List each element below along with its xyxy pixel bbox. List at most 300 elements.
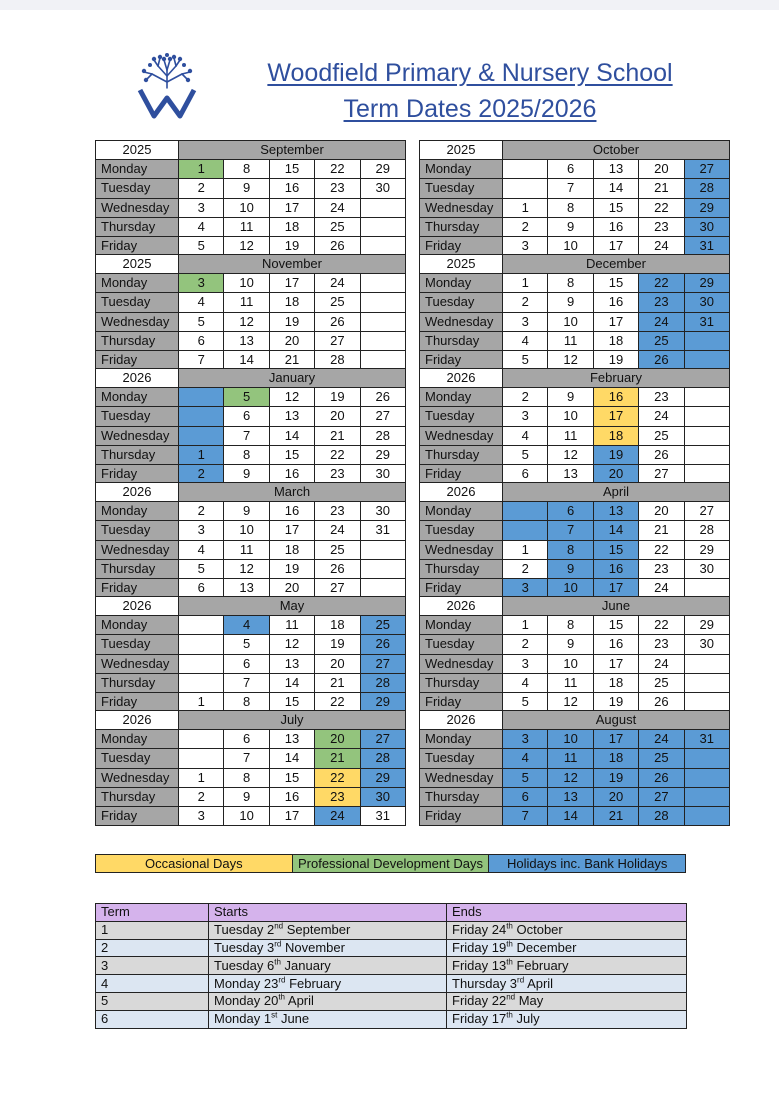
day-cell: 21 <box>593 806 638 825</box>
weekday-label: Thursday <box>96 445 179 464</box>
day-cell: 28 <box>360 673 405 692</box>
day-cell: 6 <box>503 464 548 483</box>
weekday-label: Thursday <box>96 331 179 350</box>
day-cell: 16 <box>593 388 638 407</box>
day-cell: 15 <box>269 768 314 787</box>
day-cell: 23 <box>639 635 684 654</box>
month-february <box>419 368 730 484</box>
weekday-label: Tuesday <box>420 407 503 426</box>
month-august <box>419 710 730 826</box>
weekday-label: Monday <box>420 616 503 635</box>
day-cell: 6 <box>179 578 224 597</box>
term-start: Tuesday 3rd November <box>209 939 447 957</box>
day-cell <box>684 654 729 673</box>
day-cell: 20 <box>639 502 684 521</box>
weekday-label: Thursday <box>420 445 503 464</box>
weekday-label: Wednesday <box>420 540 503 559</box>
day-cell: 21 <box>315 426 360 445</box>
day-cell: 15 <box>269 692 314 711</box>
day-cell: 6 <box>224 654 269 673</box>
term-row <box>96 1010 687 1028</box>
day-cell <box>179 426 224 445</box>
day-cell: 16 <box>269 464 314 483</box>
day-cell: 9 <box>224 179 269 198</box>
day-cell: 11 <box>224 217 269 236</box>
terms-table <box>95 903 687 1029</box>
day-cell: 20 <box>315 407 360 426</box>
day-cell: 30 <box>684 559 729 578</box>
day-cell <box>179 616 224 635</box>
day-cell: 17 <box>593 578 638 597</box>
month-october <box>419 140 730 256</box>
day-cell: 4 <box>503 426 548 445</box>
day-cell: 25 <box>360 616 405 635</box>
day-cell: 18 <box>315 616 360 635</box>
weekday-label: Thursday <box>420 217 503 236</box>
day-cell: 29 <box>684 274 729 293</box>
day-cell: 7 <box>224 749 269 768</box>
weekday-label: Friday <box>420 578 503 597</box>
day-cell: 2 <box>179 787 224 806</box>
day-cell <box>179 673 224 692</box>
legend-professional-days: Professional Development Days <box>292 855 489 873</box>
day-cell: 9 <box>548 635 593 654</box>
day-cell: 5 <box>503 692 548 711</box>
term-start: Tuesday 6th January <box>209 957 447 975</box>
term-end: Thursday 3rd April <box>447 975 687 993</box>
month-april <box>419 482 730 598</box>
day-cell: 7 <box>548 521 593 540</box>
color-legend <box>95 854 686 873</box>
day-cell: 17 <box>593 312 638 331</box>
day-cell: 22 <box>315 768 360 787</box>
day-cell: 12 <box>548 768 593 787</box>
day-cell <box>360 198 405 217</box>
weekday-label: Tuesday <box>420 521 503 540</box>
day-cell: 16 <box>593 559 638 578</box>
day-cell <box>684 692 729 711</box>
day-cell: 30 <box>684 217 729 236</box>
day-cell: 26 <box>360 635 405 654</box>
day-cell: 27 <box>315 331 360 350</box>
day-cell: 28 <box>684 179 729 198</box>
day-cell: 11 <box>548 331 593 350</box>
day-cell: 26 <box>639 768 684 787</box>
weekday-label: Monday <box>420 160 503 179</box>
day-cell: 19 <box>593 350 638 369</box>
term-row <box>96 921 687 939</box>
day-cell: 10 <box>548 236 593 255</box>
month-name: February <box>503 369 730 388</box>
term-number: 6 <box>96 1010 209 1028</box>
day-cell: 2 <box>179 464 224 483</box>
day-cell: 20 <box>639 160 684 179</box>
day-cell: 12 <box>548 445 593 464</box>
term-end: Friday 22nd May <box>447 992 687 1010</box>
month-november <box>95 254 406 370</box>
day-cell: 26 <box>639 692 684 711</box>
day-cell: 9 <box>548 388 593 407</box>
weekday-label: Thursday <box>96 787 179 806</box>
day-cell: 5 <box>224 635 269 654</box>
day-cell <box>179 635 224 654</box>
day-cell: 11 <box>269 616 314 635</box>
day-cell <box>503 179 548 198</box>
term-end: Friday 24th October <box>447 921 687 939</box>
day-cell <box>360 236 405 255</box>
day-cell: 3 <box>179 806 224 825</box>
day-cell <box>684 331 729 350</box>
day-cell: 21 <box>315 749 360 768</box>
day-cell: 2 <box>503 635 548 654</box>
day-cell: 11 <box>548 673 593 692</box>
day-cell <box>684 407 729 426</box>
day-cell: 30 <box>360 464 405 483</box>
month-name: March <box>179 483 406 502</box>
day-cell: 26 <box>315 559 360 578</box>
day-cell <box>684 464 729 483</box>
day-cell: 17 <box>593 654 638 673</box>
weekday-label: Friday <box>96 578 179 597</box>
weekday-label: Wednesday <box>420 768 503 787</box>
month-year: 2026 <box>96 369 179 388</box>
weekday-label: Thursday <box>420 559 503 578</box>
day-cell <box>179 407 224 426</box>
day-cell: 26 <box>639 350 684 369</box>
day-cell: 12 <box>548 692 593 711</box>
day-cell: 2 <box>503 217 548 236</box>
day-cell: 23 <box>639 388 684 407</box>
weekday-label: Tuesday <box>420 293 503 312</box>
term-start: Tuesday 2nd September <box>209 921 447 939</box>
day-cell: 17 <box>593 730 638 749</box>
weekday-label: Thursday <box>96 217 179 236</box>
term-start: Monday 1st June <box>209 1010 447 1028</box>
day-cell <box>360 274 405 293</box>
day-cell: 3 <box>503 654 548 673</box>
day-cell: 22 <box>639 274 684 293</box>
weekday-label: Friday <box>96 806 179 825</box>
day-cell: 16 <box>593 217 638 236</box>
weekday-label: Monday <box>96 160 179 179</box>
day-cell: 4 <box>179 540 224 559</box>
day-cell: 21 <box>639 179 684 198</box>
weekday-label: Tuesday <box>420 635 503 654</box>
term-number: 5 <box>96 992 209 1010</box>
day-cell: 3 <box>179 274 224 293</box>
day-cell: 30 <box>360 787 405 806</box>
term-start: Monday 20th April <box>209 992 447 1010</box>
day-cell: 6 <box>548 502 593 521</box>
term-number: 2 <box>96 939 209 957</box>
day-cell: 26 <box>639 445 684 464</box>
month-year: 2026 <box>420 711 503 730</box>
day-cell: 13 <box>548 787 593 806</box>
day-cell: 27 <box>639 787 684 806</box>
day-cell: 31 <box>684 730 729 749</box>
weekday-label: Tuesday <box>96 749 179 768</box>
day-cell: 22 <box>315 160 360 179</box>
day-cell: 28 <box>315 350 360 369</box>
day-cell <box>360 540 405 559</box>
month-name: June <box>503 597 730 616</box>
day-cell <box>360 578 405 597</box>
day-cell: 14 <box>224 350 269 369</box>
term-end: Friday 17th July <box>447 1010 687 1028</box>
day-cell: 15 <box>593 616 638 635</box>
day-cell: 12 <box>269 635 314 654</box>
term-row <box>96 939 687 957</box>
day-cell: 5 <box>503 350 548 369</box>
day-cell: 25 <box>315 217 360 236</box>
month-may <box>95 596 406 712</box>
day-cell: 24 <box>639 730 684 749</box>
weekday-label: Friday <box>420 464 503 483</box>
header-starts: Starts <box>209 904 447 922</box>
weekday-label: Wednesday <box>96 312 179 331</box>
month-year: 2026 <box>96 483 179 502</box>
day-cell: 19 <box>269 312 314 331</box>
header-term: Term <box>96 904 209 922</box>
month-name: October <box>503 141 730 160</box>
day-cell: 24 <box>639 236 684 255</box>
day-cell: 24 <box>315 521 360 540</box>
day-cell: 2 <box>179 179 224 198</box>
term-row <box>96 975 687 993</box>
day-cell: 15 <box>593 274 638 293</box>
day-cell: 14 <box>269 426 314 445</box>
term-end: Friday 13th February <box>447 957 687 975</box>
day-cell: 4 <box>503 749 548 768</box>
day-cell: 7 <box>503 806 548 825</box>
day-cell: 31 <box>360 521 405 540</box>
term-number: 3 <box>96 957 209 975</box>
month-march <box>95 482 406 598</box>
day-cell: 4 <box>179 217 224 236</box>
day-cell: 27 <box>360 654 405 673</box>
day-cell: 20 <box>269 331 314 350</box>
day-cell: 18 <box>593 426 638 445</box>
weekday-label: Friday <box>96 236 179 255</box>
day-cell: 11 <box>224 540 269 559</box>
day-cell: 10 <box>548 578 593 597</box>
weekday-label: Wednesday <box>96 768 179 787</box>
month-june <box>419 596 730 712</box>
day-cell: 24 <box>639 407 684 426</box>
weekday-label: Friday <box>420 692 503 711</box>
day-cell: 22 <box>639 198 684 217</box>
day-cell: 5 <box>503 768 548 787</box>
day-cell: 12 <box>548 350 593 369</box>
day-cell: 10 <box>224 521 269 540</box>
weekday-label: Wednesday <box>420 426 503 445</box>
day-cell: 27 <box>360 730 405 749</box>
day-cell <box>360 312 405 331</box>
weekday-label: Wednesday <box>420 654 503 673</box>
day-cell: 25 <box>639 331 684 350</box>
day-cell: 18 <box>269 217 314 236</box>
day-cell: 25 <box>315 540 360 559</box>
weekday-label: Friday <box>420 806 503 825</box>
day-cell: 29 <box>360 160 405 179</box>
day-cell <box>503 160 548 179</box>
day-cell: 16 <box>269 787 314 806</box>
weekday-label: Thursday <box>96 673 179 692</box>
day-cell: 23 <box>315 464 360 483</box>
day-cell: 7 <box>179 350 224 369</box>
day-cell: 21 <box>269 350 314 369</box>
day-cell <box>684 749 729 768</box>
day-cell: 11 <box>548 426 593 445</box>
day-cell: 13 <box>224 331 269 350</box>
month-name: January <box>179 369 406 388</box>
day-cell: 19 <box>269 559 314 578</box>
day-cell: 23 <box>315 787 360 806</box>
day-cell: 27 <box>684 160 729 179</box>
day-cell: 15 <box>593 540 638 559</box>
day-cell: 8 <box>224 692 269 711</box>
day-cell <box>503 502 548 521</box>
day-cell: 13 <box>224 578 269 597</box>
day-cell: 1 <box>179 768 224 787</box>
day-cell: 17 <box>269 274 314 293</box>
day-cell <box>360 350 405 369</box>
day-cell: 1 <box>503 540 548 559</box>
day-cell: 9 <box>224 464 269 483</box>
day-cell: 24 <box>639 312 684 331</box>
month-year: 2026 <box>420 483 503 502</box>
day-cell: 20 <box>269 578 314 597</box>
day-cell: 13 <box>269 407 314 426</box>
day-cell: 29 <box>684 198 729 217</box>
day-cell: 12 <box>224 559 269 578</box>
term-row <box>96 992 687 1010</box>
day-cell: 11 <box>224 293 269 312</box>
day-cell: 23 <box>315 179 360 198</box>
day-cell: 15 <box>593 198 638 217</box>
day-cell: 16 <box>269 179 314 198</box>
day-cell: 28 <box>639 806 684 825</box>
weekday-label: Wednesday <box>96 540 179 559</box>
day-cell: 26 <box>315 236 360 255</box>
weekday-label: Wednesday <box>420 312 503 331</box>
day-cell: 10 <box>224 274 269 293</box>
day-cell: 14 <box>593 521 638 540</box>
day-cell: 15 <box>269 160 314 179</box>
day-cell: 17 <box>269 198 314 217</box>
day-cell: 8 <box>548 616 593 635</box>
weekday-label: Friday <box>420 236 503 255</box>
day-cell <box>360 293 405 312</box>
day-cell: 14 <box>269 673 314 692</box>
day-cell: 9 <box>548 217 593 236</box>
day-cell: 25 <box>639 673 684 692</box>
day-cell: 19 <box>269 236 314 255</box>
day-cell: 29 <box>360 768 405 787</box>
day-cell: 10 <box>548 407 593 426</box>
day-cell: 11 <box>548 749 593 768</box>
legend-occasional-days: Occasional Days <box>96 855 293 873</box>
day-cell: 27 <box>360 407 405 426</box>
day-cell: 31 <box>684 236 729 255</box>
weekday-label: Tuesday <box>96 179 179 198</box>
day-cell: 2 <box>179 502 224 521</box>
day-cell: 18 <box>593 673 638 692</box>
day-cell <box>684 426 729 445</box>
day-cell: 24 <box>315 806 360 825</box>
weekday-label: Monday <box>96 730 179 749</box>
month-year: 2026 <box>96 711 179 730</box>
day-cell: 6 <box>224 407 269 426</box>
day-cell: 3 <box>503 407 548 426</box>
term-row <box>96 957 687 975</box>
day-cell: 8 <box>548 198 593 217</box>
month-name: November <box>179 255 406 274</box>
day-cell: 24 <box>639 578 684 597</box>
day-cell: 17 <box>593 236 638 255</box>
day-cell: 3 <box>503 578 548 597</box>
day-cell: 20 <box>593 787 638 806</box>
day-cell: 3 <box>179 521 224 540</box>
day-cell: 28 <box>684 521 729 540</box>
day-cell: 13 <box>548 464 593 483</box>
day-cell: 21 <box>639 521 684 540</box>
day-cell: 19 <box>593 692 638 711</box>
weekday-label: Tuesday <box>96 407 179 426</box>
day-cell <box>684 578 729 597</box>
weekday-label: Tuesday <box>420 749 503 768</box>
month-september <box>95 140 406 256</box>
day-cell: 4 <box>503 331 548 350</box>
day-cell <box>360 331 405 350</box>
day-cell: 1 <box>503 616 548 635</box>
weekday-label: Wednesday <box>96 198 179 217</box>
day-cell: 30 <box>684 635 729 654</box>
day-cell: 10 <box>548 312 593 331</box>
day-cell: 25 <box>315 293 360 312</box>
day-cell: 2 <box>503 559 548 578</box>
day-cell <box>684 350 729 369</box>
day-cell: 2 <box>503 293 548 312</box>
day-cell: 1 <box>179 445 224 464</box>
day-cell: 8 <box>224 445 269 464</box>
weekday-label: Friday <box>96 350 179 369</box>
header-ends: Ends <box>447 904 687 922</box>
day-cell: 13 <box>269 730 314 749</box>
day-cell <box>179 749 224 768</box>
day-cell: 25 <box>639 426 684 445</box>
day-cell: 29 <box>684 540 729 559</box>
day-cell: 28 <box>360 749 405 768</box>
month-name: September <box>179 141 406 160</box>
day-cell: 21 <box>315 673 360 692</box>
weekday-label: Monday <box>96 274 179 293</box>
day-cell: 2 <box>503 388 548 407</box>
day-cell: 9 <box>224 502 269 521</box>
month-year: 2025 <box>96 255 179 274</box>
day-cell: 30 <box>360 179 405 198</box>
day-cell: 30 <box>360 502 405 521</box>
day-cell: 12 <box>224 312 269 331</box>
day-cell: 16 <box>593 635 638 654</box>
month-year: 2026 <box>420 369 503 388</box>
day-cell <box>179 388 224 407</box>
day-cell: 13 <box>593 502 638 521</box>
day-cell: 16 <box>269 502 314 521</box>
day-cell <box>684 768 729 787</box>
day-cell: 4 <box>224 616 269 635</box>
day-cell: 5 <box>179 559 224 578</box>
